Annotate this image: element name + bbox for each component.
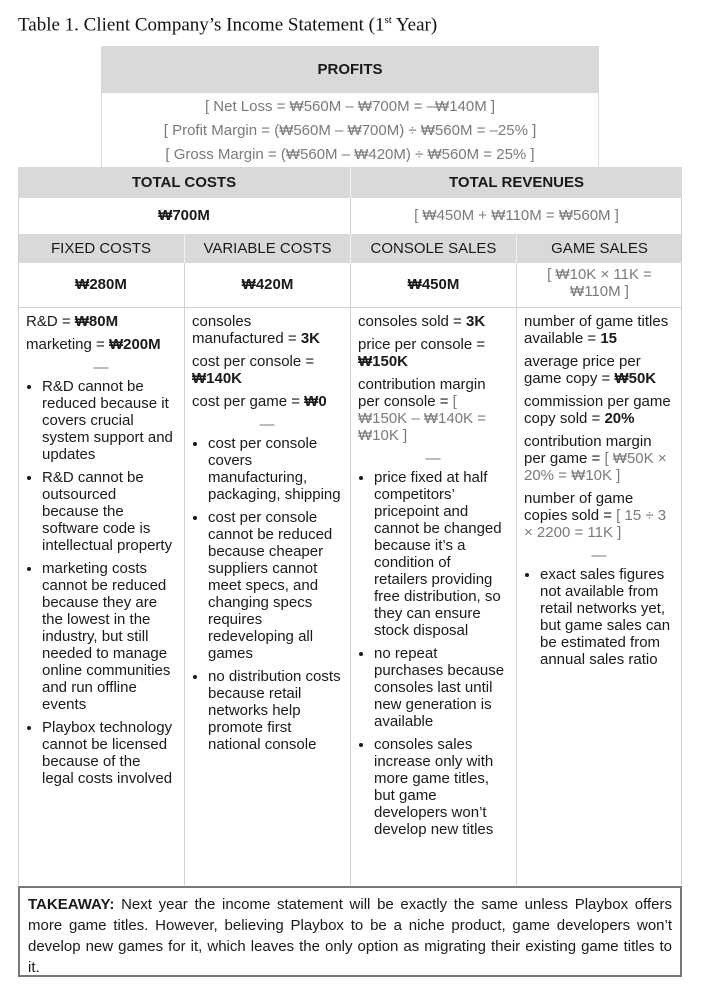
profits-formulas [101, 93, 599, 167]
fixed-costs-header: FIXED COSTS [18, 234, 184, 263]
game-sales-details: number of game titles available = 15 average price per game copy = ₩50K commission per game copy sold = 20% contribution margin per game = [ ₩50K × 20% = ₩10K ] number of game copies sold = [ 15 ÷ 3 × 2200 = 11K ] — • exact sales figures not available from retail networks yet, but game sales can be estimated from annual sales ratio [516, 307, 682, 674]
variable-costs-details: consoles manufactured = 3K cost per console = ₩140K cost per game = ₩0 — • cost per console covers manufacturing, packaging, shipping • cost per console cannot be reduced because cheaper suppliers cannot meet specs, and changing specs requires redeveloping all games • no distribution costs because retail networks help promote first national console [184, 307, 350, 759]
game-sales-notes [524, 566, 674, 668]
gross-margin-formula: [ Gross Margin = (₩560M – ₩420M) ÷ ₩560M = 25% ] [165, 146, 535, 163]
table-title: Table 1. Client Company’s Income Statement (1st Year) [18, 14, 438, 36]
variable-costs-value: ₩420M [241, 276, 294, 293]
takeaway-box [18, 886, 682, 977]
console-sales-header: CONSOLE SALES [351, 234, 516, 263]
total-revenues-value: [ ₩450M + ₩110M = ₩560M ] [414, 207, 619, 224]
list-item: • consoles sales increase only with more game titles, but game developers won’t develop new titles [374, 736, 508, 838]
takeaway-label: TAKEAWAY: [28, 896, 115, 913]
total-revenues-header: TOTAL REVENUES [351, 167, 682, 198]
list-item: • no distribution costs because retail networks help promote first national console [208, 668, 342, 753]
list-item: • R&D cannot be reduced because it covers crucial system support and updates [42, 378, 176, 463]
fixed-costs-notes [26, 378, 176, 787]
list-item: • price fixed at half competitors’ pricepoint and cannot be changed because it’s a condition of retailers providing free distribution, so they can ensure stock disposal [374, 469, 508, 639]
game-sales-value: [ ₩10K × 11K = ₩110M ] [547, 266, 652, 300]
list-item: • cost per console covers manufacturing, packaging, shipping [208, 435, 342, 503]
variable-costs-header: VARIABLE COSTS [185, 234, 350, 263]
profit-margin-formula: [ Profit Margin = (₩560M – ₩700M) ÷ ₩560M = –25% ] [163, 122, 537, 139]
list-item: • marketing costs cannot be reduced because they are the lowest in the industry, but still needed to manage online communities and run offline events [42, 560, 176, 713]
profits-header: PROFITS [101, 46, 599, 93]
list-item: • Playbox technology cannot be licensed because of the legal costs involved [42, 719, 176, 787]
list-item: • cost per console cannot be reduced because cheaper suppliers cannot meet specs, and changing specs requires redeveloping all games [208, 509, 342, 662]
list-item: • R&D cannot be outsourced because the software code is intellectual property [42, 469, 176, 554]
list-item: • no repeat purchases because consoles last until new generation is available [374, 645, 508, 730]
list-item: • exact sales figures not available from retail networks yet, but game sales can be estimated from annual sales ratio [540, 566, 674, 668]
takeaway-text: Next year the income statement will be exactly the same unless Playbox offers more game titles. However, believing Playbox to be a niche product, game developers won’t develop new games for it, which leaves the only option as migrating their existing game titles to it. [28, 896, 672, 976]
net-loss-formula: [ Net Loss = ₩560M – ₩700M = –₩140M ] [204, 98, 496, 115]
game-sales-header: GAME SALES [517, 234, 682, 263]
console-sales-value: ₩450M [407, 276, 460, 293]
fixed-costs-details: R&D = ₩80M marketing = ₩200M — • R&D cannot be reduced because it covers crucial system support and updates • R&D cannot be outsourced because the software code is intellectual property • marketing costs cannot be reduced because they are the lowest in the industry, but still needed to manage online communities and run offline events • Playbox technology cannot be licensed because of the legal costs involved [18, 307, 184, 793]
total-costs-value: ₩700M [158, 207, 210, 224]
fixed-costs-value: ₩280M [75, 276, 127, 293]
total-costs-header: TOTAL COSTS [18, 167, 350, 198]
console-sales-notes [358, 469, 508, 838]
variable-costs-notes [192, 435, 342, 753]
console-sales-details: consoles sold = 3K price per console = ₩150K contribution margin per console = [ ₩150K – ₩140K = ₩10K ] — • price fixed at half competitors’ pricepoint and cannot be changed because it’s a condition of retailers providing free distribution, so they can ensure stock disposal • no repeat purchases because consoles last until new generation is available • consoles sales increase only with more game titles, but game developers won’t develop new titles [350, 307, 516, 844]
